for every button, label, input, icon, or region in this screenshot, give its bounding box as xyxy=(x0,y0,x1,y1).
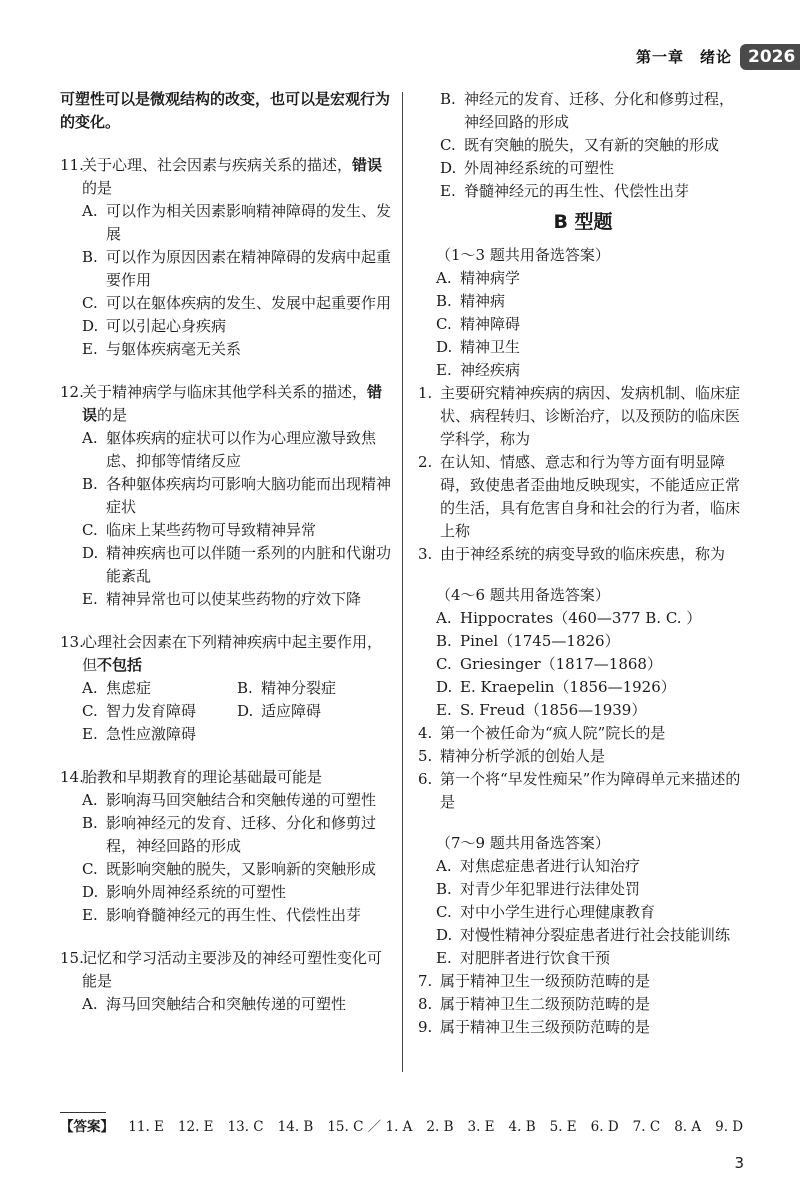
answer-item: 6. D xyxy=(590,1119,619,1135)
option-text: 对青少年犯罪进行法律处罚 xyxy=(460,880,641,898)
answer-item: 11. E xyxy=(128,1119,164,1135)
left-column xyxy=(60,88,392,1016)
question-list xyxy=(60,154,392,1016)
question-text: 精神分析学派的创始人是 xyxy=(440,747,606,765)
option-text: 躯体疾病的症状可以作为心理应激导致焦虑、抑郁等情绪反应 xyxy=(106,429,377,470)
stem-emphasis: 错误 xyxy=(352,156,383,174)
option-letter: C. xyxy=(82,702,98,720)
answer-label: 【答案】 xyxy=(60,1119,114,1135)
option-letter: D. xyxy=(436,338,453,356)
option-letter: B. xyxy=(237,679,253,697)
option xyxy=(82,588,392,611)
stem-text: 记忆和学习活动主要涉及的神经可塑性变化可能是 xyxy=(82,949,383,990)
stem-emphasis: 不包括 xyxy=(97,656,143,674)
question-text: 属于精神卫生三级预防范畴的是 xyxy=(440,1018,651,1036)
question-text: 在认知、情感、意志和行为等方面有明显障碍，致使患者歪曲地反映现实，不能适应正常的生活，具有危害自身和社会的行为者，临床上称 xyxy=(440,453,741,540)
option xyxy=(436,290,748,313)
question-text: 由于神经系统的病变导致的临床疾患，称为 xyxy=(440,545,726,563)
question-number: 8. xyxy=(418,995,433,1013)
option xyxy=(436,336,748,359)
question-stem xyxy=(60,154,392,200)
question-number: 3. xyxy=(418,545,433,563)
option xyxy=(82,473,392,519)
option xyxy=(82,904,392,927)
question xyxy=(418,722,748,745)
group-heading: （7～9 题共用备选答案） xyxy=(436,834,610,852)
option-text: 精神病学 xyxy=(460,269,521,287)
option-text: 对中小学生进行心理健康教育 xyxy=(460,903,656,921)
option-text: 与躯体疾病毫无关系 xyxy=(106,340,242,358)
option-letter: B. xyxy=(82,248,98,266)
option xyxy=(237,700,392,723)
question-number: 12. xyxy=(60,383,84,401)
question-number: 5. xyxy=(418,747,433,765)
question-number: 11. xyxy=(60,156,84,174)
option xyxy=(82,427,392,473)
stem-text: 关于精神病学与临床其他学科关系的描述， xyxy=(82,383,368,401)
option-letter: A. xyxy=(82,202,98,220)
stem-text: 胎教和早期教育的理论基础最可能是 xyxy=(82,768,323,786)
option xyxy=(436,630,748,653)
option-text: 智力发育障碍 xyxy=(106,702,197,720)
option xyxy=(436,267,748,290)
chapter-title: 第一章 绪论 xyxy=(635,48,732,66)
option xyxy=(82,789,392,812)
option-text: S. Freud（1856—1939） xyxy=(460,701,647,719)
option-row xyxy=(82,723,392,746)
question-text xyxy=(82,154,392,200)
question-number: 7. xyxy=(418,972,433,990)
option-letter: E. xyxy=(440,182,456,200)
option-text: Pinel（1745—1826） xyxy=(460,632,620,650)
option-text: 神经元的发育、迁移、分化和修剪过程，神经回路的形成 xyxy=(464,90,735,131)
option-text: E. Kraepelin（1856—1926） xyxy=(460,678,676,696)
answer-item: 13. C xyxy=(227,1119,264,1135)
option-text: 适应障碍 xyxy=(261,702,322,720)
question-stem xyxy=(60,947,392,993)
option-text: 精神疾病也可以伴随一系列的内脏和代谢功能紊乱 xyxy=(106,544,392,585)
question-number: 2. xyxy=(418,453,433,471)
option-letter: C. xyxy=(82,860,98,878)
option-letter: E. xyxy=(436,701,452,719)
option-letter: D. xyxy=(440,159,457,177)
question-number: 6. xyxy=(418,770,433,788)
option-letter: B. xyxy=(82,475,98,493)
option xyxy=(82,993,392,1016)
option-letter: A. xyxy=(436,269,452,287)
option xyxy=(436,924,748,947)
question-number: 14. xyxy=(60,768,84,786)
question-text xyxy=(82,947,392,993)
group-heading: （4～6 题共用备选答案） xyxy=(436,586,610,604)
option-list xyxy=(82,993,392,1016)
option-text: 精神病 xyxy=(460,292,506,310)
option-text: 可以引起心身疾病 xyxy=(106,317,227,335)
option xyxy=(436,699,748,722)
option xyxy=(440,134,748,157)
option xyxy=(82,338,392,361)
option xyxy=(436,855,748,878)
option xyxy=(82,542,392,588)
answer-item: 4. B xyxy=(508,1119,536,1135)
question xyxy=(60,154,392,361)
question-number: 9. xyxy=(418,1018,433,1036)
question xyxy=(60,631,392,746)
question xyxy=(418,543,748,566)
question xyxy=(418,382,748,451)
option-list xyxy=(82,427,392,611)
option-letter: B. xyxy=(82,814,98,832)
option-letter: E. xyxy=(82,725,98,743)
option-text: 精神异常也可以使某些药物的疗效下降 xyxy=(106,590,362,608)
stem-text-end: 的是 xyxy=(82,179,113,197)
option-letter: E. xyxy=(82,590,98,608)
option xyxy=(82,677,237,700)
question xyxy=(418,768,748,814)
option xyxy=(436,901,748,924)
continuation-text: 可塑性可以是微观结构的改变，也可以是宏观行为的变化。 xyxy=(60,90,391,131)
option-letter: A. xyxy=(82,429,98,447)
option-text: 临床上某些药物可导致精神异常 xyxy=(106,521,317,539)
question xyxy=(418,993,748,1016)
question-stem xyxy=(60,766,392,789)
option-text: 外周神经系统的可塑性 xyxy=(464,159,615,177)
option-letter: C. xyxy=(436,315,452,333)
answer-item: 3. E xyxy=(467,1119,495,1135)
option-letter: D. xyxy=(436,926,453,944)
answer-item: 14. B xyxy=(277,1119,314,1135)
option-list xyxy=(436,267,748,382)
option xyxy=(436,676,748,699)
question xyxy=(418,970,748,993)
option xyxy=(440,88,748,134)
question-group xyxy=(418,584,748,814)
option-letter: D. xyxy=(237,702,254,720)
option-letter: D. xyxy=(82,544,99,562)
option-text: 海马回突触结合和突触传递的可塑性 xyxy=(106,995,347,1013)
option-text: 可以作为原因因素在精神障碍的发病中起重要作用 xyxy=(106,248,392,289)
option-text: 对肥胖者进行饮食干预 xyxy=(460,949,611,967)
stem-emphasis: 错误 xyxy=(82,383,383,424)
option xyxy=(82,200,392,246)
option-letter: D. xyxy=(82,317,99,335)
answer-item: 9. D xyxy=(715,1119,744,1135)
question xyxy=(418,745,748,768)
option xyxy=(82,246,392,292)
question xyxy=(60,381,392,611)
question-number: 15. xyxy=(60,949,84,967)
question-group xyxy=(418,244,748,566)
option xyxy=(237,677,392,700)
answer-item: 7. C xyxy=(632,1119,661,1135)
option-letter: C. xyxy=(436,903,452,921)
question-text: 第一个被任命为“疯人院”院长的是 xyxy=(440,724,666,742)
option xyxy=(82,519,392,542)
question-stem xyxy=(60,631,392,677)
option xyxy=(436,313,748,336)
option-letter: B. xyxy=(436,292,452,310)
option-text: 既影响突触的脱失，又影响新的突触形成 xyxy=(106,860,377,878)
option-letter: A. xyxy=(82,995,98,1013)
option-text: 焦虑症 xyxy=(106,679,152,697)
question-number: 1. xyxy=(418,384,433,402)
option-text: 影响神经元的发育、迁移、分化和修剪过程，神经回路的形成 xyxy=(106,814,377,855)
option xyxy=(82,700,237,723)
year-tab: 2026 xyxy=(740,44,800,70)
option-letter: C. xyxy=(82,521,98,539)
option-letter: A. xyxy=(82,679,98,697)
answer-item: 8. A xyxy=(674,1119,702,1135)
option-text: 精神卫生 xyxy=(460,338,521,356)
answer-rule xyxy=(60,1112,106,1113)
option-letter: D. xyxy=(436,678,453,696)
option-text: 对焦虑症患者进行认知治疗 xyxy=(460,857,641,875)
option-text: Griesinger（1817—1868） xyxy=(460,655,662,673)
question-text xyxy=(82,631,392,677)
option-letter: C. xyxy=(436,655,452,673)
answer-item: 5. E xyxy=(549,1119,577,1135)
option xyxy=(82,315,392,338)
option xyxy=(436,653,748,676)
option-letter: C. xyxy=(82,294,98,312)
right-column xyxy=(418,88,748,1039)
option-row xyxy=(82,677,392,700)
question-text xyxy=(82,381,392,427)
question xyxy=(418,451,748,543)
option-list xyxy=(82,789,392,927)
option-text: 精神分裂症 xyxy=(261,679,337,697)
page-header xyxy=(0,36,800,66)
b-type-groups xyxy=(418,244,748,1039)
option-text: 影响脊髓神经元的再生性、代偿性出芽 xyxy=(106,906,362,924)
option-text: 急性应激障碍 xyxy=(106,725,197,743)
option-list xyxy=(436,607,748,722)
carried-options xyxy=(440,88,748,203)
option-letter: B. xyxy=(436,880,452,898)
stem-text: 关于心理、社会因素与疾病关系的描述， xyxy=(82,156,353,174)
option-list xyxy=(436,855,748,970)
option-text: 既有突触的脱失，又有新的突触的形成 xyxy=(464,136,720,154)
option xyxy=(440,180,748,203)
option-letter: C. xyxy=(440,136,456,154)
answer-key xyxy=(60,1116,760,1139)
option-letter: E. xyxy=(436,361,452,379)
question xyxy=(60,947,392,1016)
question-stem xyxy=(60,381,392,427)
section-title: B 型题 xyxy=(553,211,613,233)
question xyxy=(418,1016,748,1039)
option-letter: E. xyxy=(82,906,98,924)
option xyxy=(440,157,748,180)
option-letter: B. xyxy=(440,90,456,108)
question-text: 主要研究精神疾病的病因、发病机制、临床症状、病程转归、诊断治疗，以及预防的临床医学科学，称为 xyxy=(440,384,741,448)
option xyxy=(436,947,748,970)
option xyxy=(82,812,392,858)
option-text: 对慢性精神分裂症患者进行社会技能训练 xyxy=(460,926,731,944)
option xyxy=(82,292,392,315)
option-letter: E. xyxy=(82,340,98,358)
page-number: 3 xyxy=(734,1154,744,1172)
option-text: 脊髓神经元的再生性、代偿性出芽 xyxy=(464,182,690,200)
question-text: 第一个将“早发性痴呆”作为障碍单元来描述的是 xyxy=(440,770,741,811)
option-text: 影响海马回突触结合和突触传递的可塑性 xyxy=(106,791,377,809)
question xyxy=(60,766,392,927)
option-text: 影响外周神经系统的可塑性 xyxy=(106,883,287,901)
answer-item: 15. C ／ 1. A xyxy=(327,1119,413,1135)
option-text: 各种躯体疾病均可影响大脑功能而出现精神症状 xyxy=(106,475,392,516)
option xyxy=(436,878,748,901)
option-letter: A. xyxy=(436,609,452,627)
option xyxy=(82,723,237,746)
answer-items xyxy=(128,1119,757,1135)
option-list xyxy=(82,200,392,361)
stem-text-end: 的是 xyxy=(97,406,128,424)
option-letter: A. xyxy=(82,791,98,809)
option-text: 神经疾病 xyxy=(460,361,521,379)
option-text: 精神障碍 xyxy=(460,315,521,333)
option-letter: D. xyxy=(82,883,99,901)
option-letter: E. xyxy=(436,949,452,967)
option-letter: B. xyxy=(436,632,452,650)
column-divider xyxy=(402,92,403,1072)
option xyxy=(436,359,748,382)
question-text xyxy=(82,766,392,789)
option-text: 可以在躯体疾病的发生、发展中起重要作用 xyxy=(106,294,392,312)
option-row xyxy=(82,700,392,723)
stem-text: 心理社会因素在下列精神疾病中起主要作用，但 xyxy=(82,633,383,674)
option-letter: A. xyxy=(436,857,452,875)
option-text: 可以作为相关因素影响精神障碍的发生、发展 xyxy=(106,202,392,243)
question-number: 13. xyxy=(60,633,84,651)
question-number: 4. xyxy=(418,724,433,742)
question-group xyxy=(418,832,748,1039)
option-list xyxy=(82,677,392,746)
question-text: 属于精神卫生二级预防范畴的是 xyxy=(440,995,651,1013)
option-text: Hippocrates（460—377 B. C. ） xyxy=(460,609,702,627)
option xyxy=(82,881,392,904)
answer-item: 12. E xyxy=(177,1119,214,1135)
option xyxy=(436,607,748,630)
group-heading: （1～3 题共用备选答案） xyxy=(436,246,610,264)
question-text: 属于精神卫生一级预防范畴的是 xyxy=(440,972,651,990)
option xyxy=(82,858,392,881)
answer-item: 2. B xyxy=(426,1119,454,1135)
